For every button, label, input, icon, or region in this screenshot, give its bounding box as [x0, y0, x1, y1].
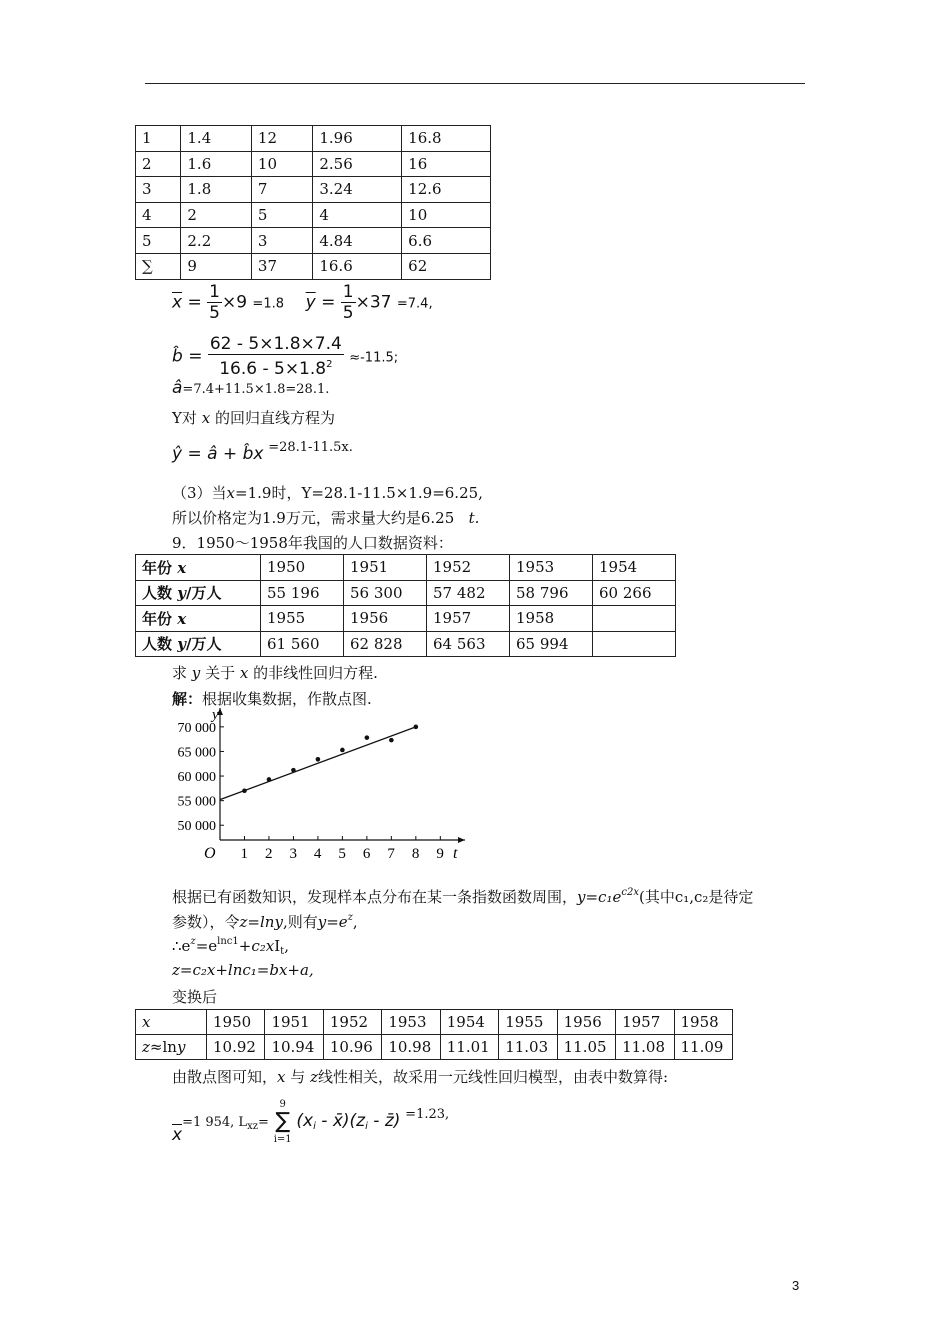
- table-cell: 3: [251, 228, 312, 254]
- table-row: [136, 606, 676, 632]
- a-hat-value: =7.4+11.5×1.8=28.1.: [182, 382, 330, 397]
- table-row: [136, 1010, 733, 1035]
- xbar-result: =1.8: [252, 296, 284, 312]
- fraction-one-fifth-2: $\frac{1}{5}$: [342, 282, 354, 323]
- table-cell: 5: [136, 228, 181, 254]
- table-cell: 1.4: [181, 126, 252, 152]
- table-cell: ∑: [136, 253, 181, 279]
- data-point: [267, 777, 272, 782]
- x-axis-arrow: [458, 837, 465, 843]
- table-cell: 12: [251, 126, 312, 152]
- y-axis-label: y: [212, 707, 219, 723]
- page-number: 3: [792, 1278, 800, 1293]
- part3-line: （3）当x=1.9时，Y=28.1-11.5×1.9=6.25,: [172, 484, 483, 502]
- row-label-population: 人数 y/万人: [136, 631, 261, 657]
- table-cell: 65 994: [510, 631, 593, 657]
- table-cell: 9: [181, 253, 252, 279]
- equals: =: [187, 292, 202, 313]
- fraction-one-fifth: $\frac{1}{5}$: [209, 282, 220, 323]
- closing-p1: 由散点图可知，x 与 z线性相关，故采用一元线性回归模型，由表中数算得:: [172, 1068, 669, 1086]
- table-cell: 10.92: [207, 1035, 265, 1060]
- x-tick-label: 1: [240, 846, 248, 862]
- table-cell: 1958: [674, 1010, 733, 1035]
- table-cell: 1954: [440, 1010, 498, 1035]
- b-hat-fraction: $\frac{62 - 5\times 1.8\times 7.4}{16.6 - 5\times 1.8^2}$: [209, 334, 342, 379]
- analysis-p3: $\therefore e^z=e^{lnc1}+c_2xI_t$,: [172, 936, 289, 957]
- data-point: [291, 768, 296, 773]
- table-cell: 64 563: [427, 631, 510, 657]
- table-row: [136, 1035, 733, 1060]
- regression-formula: [172, 440, 353, 464]
- table-row: [136, 228, 491, 254]
- table-cell: 2: [136, 151, 181, 177]
- x-tick-label: 3: [289, 846, 297, 862]
- table-cell: 55 196: [261, 580, 344, 606]
- table-cell: 1955: [261, 606, 344, 632]
- table-cell: 1957: [427, 606, 510, 632]
- table-cell: 10.94: [265, 1035, 323, 1060]
- table-cell: 11.03: [499, 1035, 557, 1060]
- table-cell: 1951: [344, 555, 427, 581]
- table-cell: 6.6: [402, 228, 491, 254]
- table-row: [136, 151, 491, 177]
- analysis-p5: 变换后: [172, 988, 218, 1006]
- x-tick-label: 9: [436, 846, 444, 862]
- population-table: [135, 554, 676, 657]
- table-row: [136, 631, 676, 657]
- table-cell: 4: [313, 202, 402, 228]
- table-cell: 2.2: [181, 228, 252, 254]
- solution-text: 根据收集数据，作散点图.: [202, 690, 372, 708]
- table-cell: 1.8: [181, 177, 252, 203]
- summation: 9 ∑ i=1: [273, 1099, 292, 1145]
- table-cell: 1957: [616, 1010, 674, 1035]
- ybar-symbol: $\overline{y}$: [305, 292, 316, 313]
- conclusion-line: 所以价格定为1.9万元，需求量大约是6.25 t.: [172, 509, 480, 527]
- table-cell: 1: [136, 126, 181, 152]
- row-label-x: x: [136, 1010, 207, 1035]
- table-cell: 16.6: [313, 253, 402, 279]
- table-cell: 1954: [593, 555, 676, 581]
- table-cell: 1951: [265, 1010, 323, 1035]
- table-cell: 1953: [510, 555, 593, 581]
- yhat-result: =28.1-11.5x.: [268, 440, 353, 455]
- equals-2: =: [321, 292, 336, 313]
- regression-intro: Y对 x 的回归直线方程为: [172, 409, 335, 427]
- table-cell: 1956: [344, 606, 427, 632]
- lxz-formula: $\overline{x}=1$ 954, $L_{xz}=$ 9 ∑ i=1 ($x_i$ - $x̄)(z_i$ - z̄) =1.23,: [172, 1099, 450, 1145]
- y-tick-label: 55 000: [177, 794, 216, 810]
- table-cell: 62 828: [344, 631, 427, 657]
- a-hat-line: [172, 378, 329, 398]
- xbar-symbol: $\overline{x}$: [172, 292, 183, 313]
- table-cell: 61 560: [261, 631, 344, 657]
- table-cell: 12.6: [402, 177, 491, 203]
- yhat-formula: ŷ = â + b̂x: [172, 444, 264, 464]
- table-cell: 5: [251, 202, 312, 228]
- table-cell: 3: [136, 177, 181, 203]
- row-label-year: 年份 x: [136, 606, 261, 632]
- table-cell: 1958: [510, 606, 593, 632]
- data-point: [316, 757, 321, 762]
- data-point: [389, 738, 394, 743]
- scatter-chart: [165, 705, 475, 865]
- trend-line: [220, 727, 416, 800]
- header-rule: [145, 83, 805, 84]
- data-point: [242, 789, 247, 794]
- table-cell: 10: [402, 202, 491, 228]
- data-point: [365, 735, 370, 740]
- data-point: [414, 725, 419, 730]
- table-cell: 1950: [261, 555, 344, 581]
- table-cell: 1952: [427, 555, 510, 581]
- x-tick-label: 7: [387, 846, 395, 862]
- analysis-p1: 根据已有函数知识，发现样本点分布在某一条指数函数周围，$y=c_1e^{c2x}$(其中c₁,c₂是待定: [172, 887, 754, 906]
- ybar-result: =7.4,: [396, 296, 433, 312]
- table-cell: 58 796: [510, 580, 593, 606]
- x-axis-label: t: [453, 845, 458, 862]
- table-cell: 1955: [499, 1010, 557, 1035]
- table-cell: 11.08: [616, 1035, 674, 1060]
- table-cell: 16.8: [402, 126, 491, 152]
- table-cell: 10.98: [382, 1035, 440, 1060]
- table-cell: 11.05: [557, 1035, 615, 1060]
- table-cell: 4: [136, 202, 181, 228]
- table-cell: 1.6: [181, 151, 252, 177]
- table-cell: 11.01: [440, 1035, 498, 1060]
- data-table-1: [135, 125, 491, 280]
- b-hat-symbol: b̂: [172, 346, 183, 367]
- table-cell: 1.96: [313, 126, 402, 152]
- table-cell: 10: [251, 151, 312, 177]
- table-cell: 60 266: [593, 580, 676, 606]
- table-row: [136, 126, 491, 152]
- table-row: [136, 555, 676, 581]
- table-cell: 16: [402, 151, 491, 177]
- y-tick-label: 65 000: [177, 745, 216, 761]
- b-hat-result: ≈-11.5;: [349, 350, 399, 366]
- problem9-title: 9．1950～1958年我国的人口数据资料：: [172, 534, 453, 552]
- table-cell: 11.09: [674, 1035, 733, 1060]
- analysis-p2: 参数），令z=lny,则有$y=e^z$,: [172, 912, 358, 931]
- y-tick-label: 70 000: [177, 720, 216, 736]
- table-cell: 10.96: [323, 1035, 381, 1060]
- x-tick-label: 2: [264, 846, 273, 862]
- table-row: [136, 202, 491, 228]
- table-cell: 1953: [382, 1010, 440, 1035]
- row-label-year: 年份 x: [136, 555, 261, 581]
- table-cell: 1952: [323, 1010, 381, 1035]
- equals-3: =: [188, 346, 203, 367]
- table-row: [136, 253, 491, 279]
- ybar-mult: ×37: [355, 292, 392, 313]
- table-cell: 4.84: [313, 228, 402, 254]
- transformed-table: [135, 1009, 733, 1060]
- table-cell: 56 300: [344, 580, 427, 606]
- table-cell: 1956: [557, 1010, 615, 1035]
- table-cell: [593, 631, 676, 657]
- table-cell: 2.56: [313, 151, 402, 177]
- analysis-p4: z=c₂x+lnc₁=bx+a,: [172, 961, 314, 979]
- y-tick-label: 50 000: [177, 819, 216, 835]
- y-tick-label: 60 000: [177, 770, 216, 786]
- row-label-population: 人数 y/万人: [136, 580, 261, 606]
- x-tick-label: 6: [362, 846, 371, 862]
- solution-label: 解：: [172, 690, 203, 708]
- table-cell: 2: [181, 202, 252, 228]
- table-row: [136, 580, 676, 606]
- x-tick-label: 4: [313, 846, 322, 862]
- xbar-mult: ×9: [221, 292, 248, 313]
- row-label-z: z≈lny: [136, 1035, 207, 1060]
- mean-formula-line: [172, 282, 433, 323]
- table-cell: 3.24: [313, 177, 402, 203]
- problem9-question: 求 y 关于 x 的非线性回归方程.: [172, 664, 378, 682]
- data-point: [340, 748, 345, 753]
- table-cell: 62: [402, 253, 491, 279]
- table-cell: 7: [251, 177, 312, 203]
- xbar-closing: $\overline{x}$: [172, 1125, 183, 1145]
- table-cell: [593, 606, 676, 632]
- origin-label: O: [204, 845, 216, 862]
- table-cell: 1950: [207, 1010, 265, 1035]
- b-hat-formula: [172, 334, 398, 379]
- table-row: [136, 177, 491, 203]
- table-cell: 37: [251, 253, 312, 279]
- x-tick-label: 8: [411, 846, 420, 862]
- table-cell: 57 482: [427, 580, 510, 606]
- x-tick-label: 5: [338, 846, 346, 862]
- a-hat-symbol: â: [172, 378, 183, 398]
